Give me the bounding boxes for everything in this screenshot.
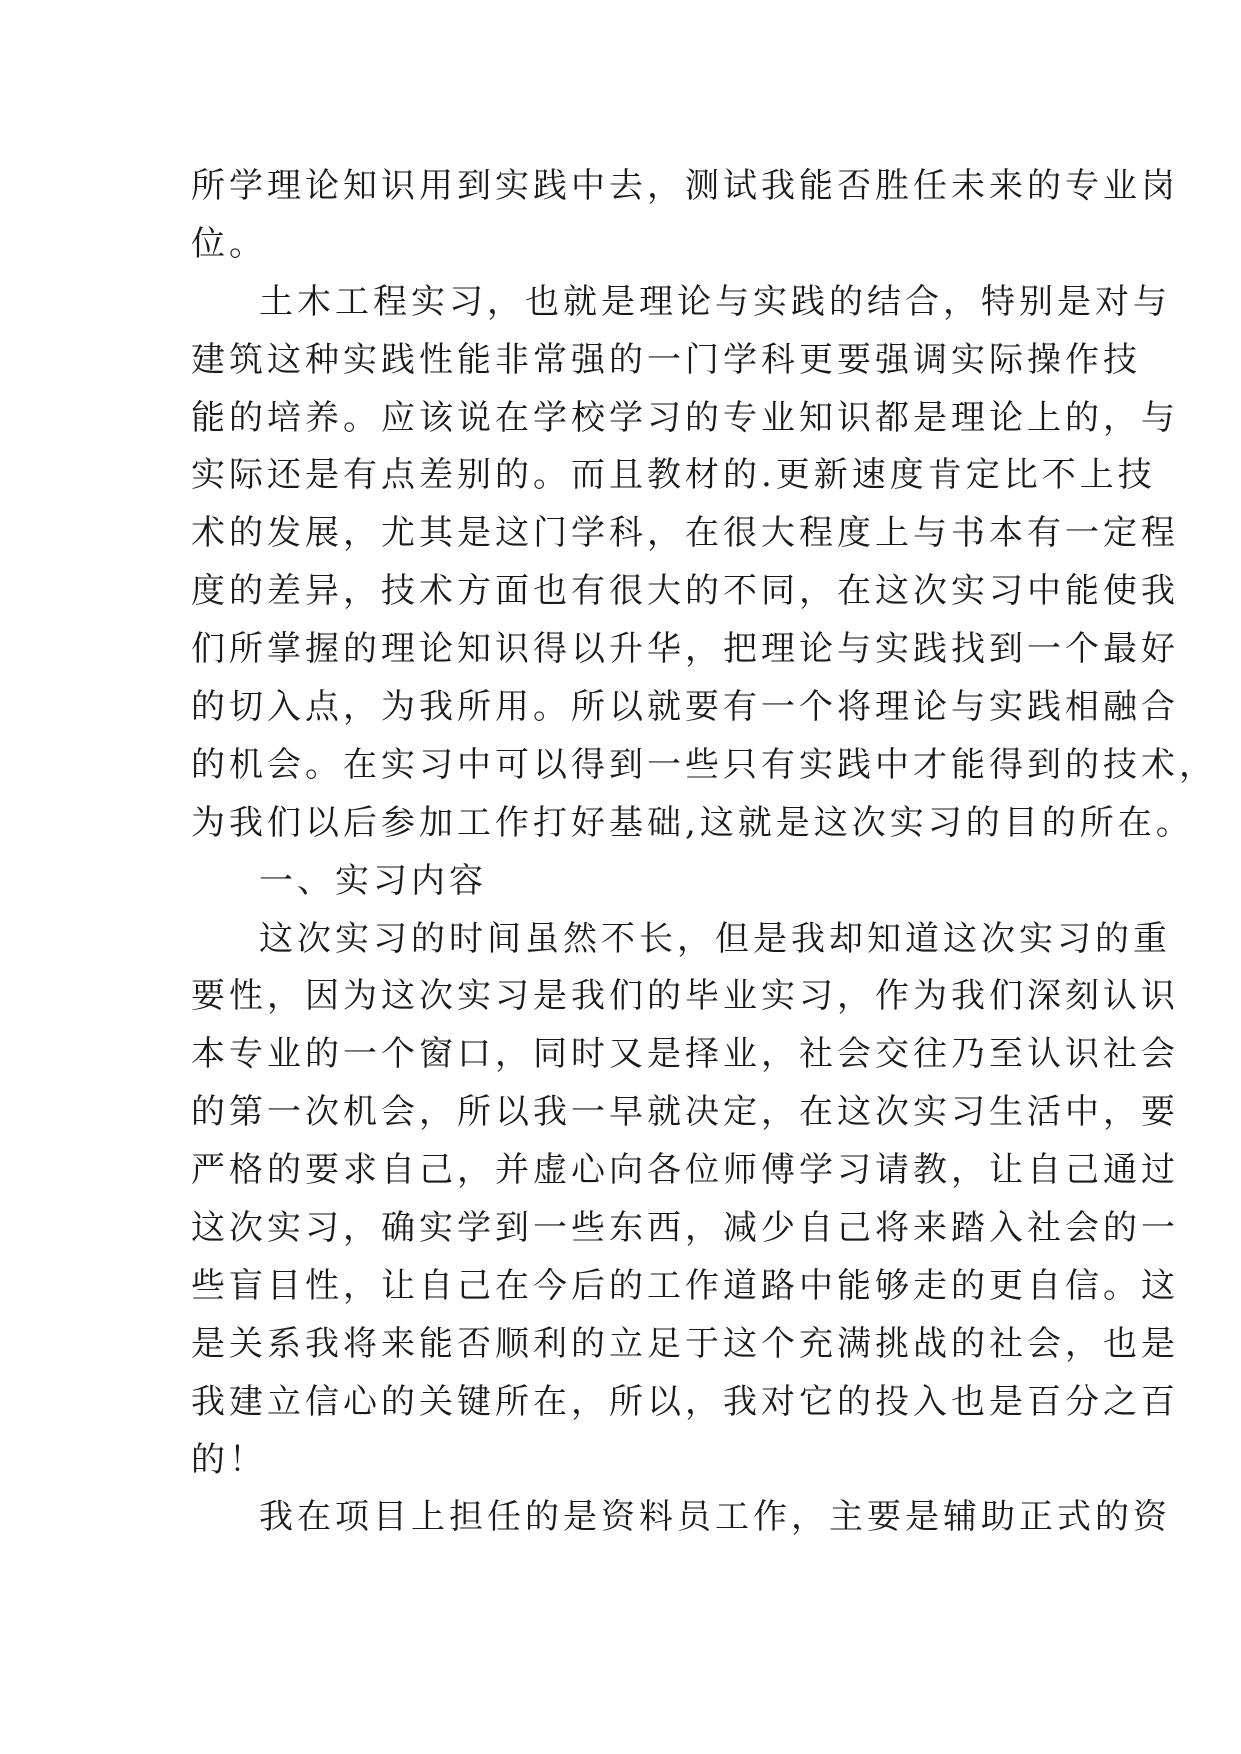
text-line: 些盲目性，让自己在今后的工作道路中能够走的更自信。这 (191, 1265, 1179, 1306)
text-line: 要性，因为这次实习是我们的毕业实习，作为我们深刻认识 (191, 976, 1179, 1017)
text-line: 的切入点，为我所用。所以就要有一个将理论与实践相融合 (191, 687, 1179, 728)
text-line: 建筑这种实践性能非常强的一门学科更要强调实际操作技 (191, 339, 1141, 380)
text-line: 本专业的一个窗口，同时又是择业，社会交往乃至认识社会 (191, 1034, 1179, 1075)
text-line: 的！ (191, 1439, 267, 1480)
text-line: 严格的要求自己，并虚心向各位师傅学习请教，让自己通过 (191, 1150, 1179, 1191)
text-line: 术的发展，尤其是这门学科，在很大程度上与书本有一定程 (191, 513, 1179, 554)
text-line: 实际还是有点差别的。而且教材的.更新速度肯定比不上技 (191, 455, 1156, 496)
text-line: 这次实习，确实学到一些东西，减少自己将来踏入社会的一 (191, 1208, 1179, 1249)
text-line: 是关系我将来能否顺利的立足于这个充满挑战的社会，也是 (191, 1323, 1179, 1364)
text-line: 为我们以后参加工作打好基础,这就是这次实习的目的所在。 (191, 802, 1194, 843)
paragraph-start-line: 这次实习的时间虽然不长，但是我却知道这次实习的重 (259, 918, 1171, 959)
text-line: 所学理论知识用到实践中去，测试我能否胜任未来的专业岗 (191, 166, 1179, 206)
paragraph-start-line: 土木工程实习，也就是理论与实践的结合，特别是对与 (259, 281, 1171, 322)
text-line: 能的培养。应该说在学校学习的专业知识都是理论上的，与 (191, 397, 1179, 438)
paragraph-start-line: 我在项目上担任的是资料员工作，主要是辅助正式的资 (259, 1497, 1171, 1538)
body-text (191, 158, 1217, 1547)
text-line: 的机会。在实习中可以得到一些只有实践中才能得到的技术， (191, 744, 1217, 785)
text-line: 们所掌握的理论知识得以升华，把理论与实践找到一个最好 (191, 629, 1179, 670)
text-line: 我建立信心的关键所在，所以，我对它的投入也是百分之百 (191, 1381, 1179, 1422)
text-line: 的第一次机会，所以我一早就决定，在这次实习生活中，要 (191, 1092, 1179, 1133)
section-heading: 一、实习内容 (259, 860, 487, 901)
text-line: 位。 (191, 223, 267, 264)
text-line: 度的差异，技术方面也有很大的不同，在这次实习中能使我 (191, 571, 1179, 612)
